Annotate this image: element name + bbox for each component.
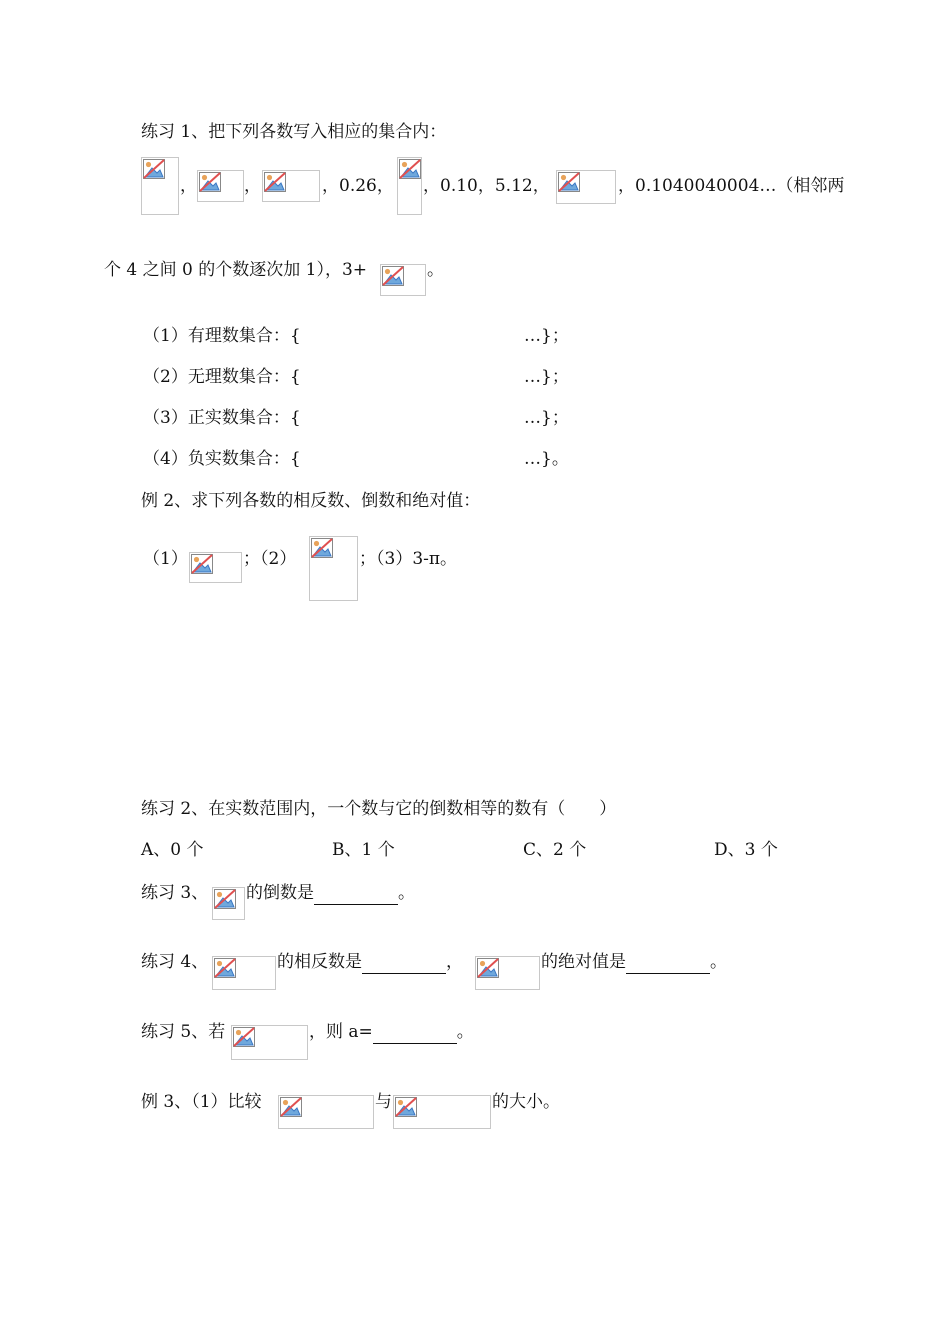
broken-image-icon bbox=[399, 159, 421, 179]
math-image bbox=[197, 170, 244, 202]
continuation-text: 个 4 之间 0 的个数逐次加 1），3+ bbox=[104, 260, 368, 280]
math-image bbox=[231, 1025, 308, 1060]
math-image bbox=[393, 1095, 491, 1129]
math-image bbox=[262, 170, 320, 202]
math-image bbox=[397, 157, 422, 215]
broken-image-icon bbox=[311, 538, 333, 558]
exercise-2-title: 练习 2、在实数范围内，一个数与它的倒数相等的数有（ ） bbox=[141, 799, 617, 819]
math-image bbox=[475, 956, 540, 990]
example-2-title: 例 2、求下列各数的相反数、倒数和绝对值： bbox=[141, 491, 481, 511]
exercise-3-text: 的倒数是 。 bbox=[246, 883, 415, 903]
option-c: C、2 个 bbox=[523, 840, 587, 860]
math-image bbox=[278, 1095, 374, 1129]
broken-image-icon bbox=[382, 266, 404, 286]
broken-image-icon bbox=[395, 1097, 417, 1117]
math-image bbox=[212, 956, 276, 990]
broken-image-icon bbox=[191, 554, 213, 574]
set-label: （3）正实数集合：{ bbox=[143, 408, 301, 428]
math-image bbox=[380, 264, 426, 296]
option-b: B、1 个 bbox=[332, 840, 395, 860]
option-a: A、0 个 bbox=[141, 840, 204, 860]
set-tail: …}。 bbox=[524, 449, 569, 469]
separator: ， bbox=[180, 176, 197, 196]
broken-image-icon bbox=[233, 1027, 255, 1047]
broken-image-icon bbox=[477, 958, 499, 978]
example-3-end: 的大小。 bbox=[492, 1092, 560, 1112]
exercise-5-text: ，则 a= 。 bbox=[309, 1022, 474, 1042]
example-3-prefix: 例 3、（1）比较 bbox=[141, 1092, 262, 1112]
math-image bbox=[556, 170, 616, 204]
broken-image-icon bbox=[264, 172, 286, 192]
exercise-4-text: 的相反数是 ， bbox=[277, 952, 463, 972]
exercise-3-prefix: 练习 3、 bbox=[141, 883, 209, 903]
exercise-4-text-2: 的绝对值是 。 bbox=[541, 952, 727, 972]
math-image bbox=[309, 536, 358, 601]
exercise-1-title: 练习 1、把下列各数写入相应的集合内： bbox=[141, 122, 447, 142]
number-list: ，0.10，5.12， bbox=[423, 176, 550, 196]
math-image bbox=[189, 552, 242, 583]
separator: ， bbox=[244, 176, 261, 196]
answer-blank[interactable] bbox=[626, 955, 710, 974]
compare-word: 与 bbox=[375, 1092, 392, 1112]
number-list: ，0.26， bbox=[322, 176, 394, 196]
period: 。 bbox=[427, 260, 444, 280]
set-tail: …}； bbox=[524, 326, 569, 346]
item-label: ；（3）3-π。 bbox=[359, 549, 458, 569]
math-image bbox=[141, 157, 179, 215]
answer-blank[interactable] bbox=[362, 955, 446, 974]
item-label: ；（2） bbox=[243, 549, 297, 569]
set-label: （4）负实数集合：{ bbox=[143, 449, 301, 469]
broken-image-icon bbox=[214, 958, 236, 978]
math-image bbox=[212, 887, 245, 920]
answer-blank[interactable] bbox=[373, 1025, 457, 1044]
set-label: （1）有理数集合：{ bbox=[143, 326, 301, 346]
broken-image-icon bbox=[558, 172, 580, 192]
option-d: D、3 个 bbox=[714, 840, 778, 860]
exercise-5-prefix: 练习 5、若 bbox=[141, 1022, 226, 1042]
answer-blank[interactable] bbox=[314, 886, 398, 905]
set-tail: …}； bbox=[524, 408, 569, 428]
broken-image-icon bbox=[199, 172, 221, 192]
exercise-4-prefix: 练习 4、 bbox=[141, 952, 209, 972]
set-tail: …}； bbox=[524, 367, 569, 387]
broken-image-icon bbox=[280, 1097, 302, 1117]
broken-image-icon bbox=[214, 889, 236, 909]
broken-image-icon bbox=[143, 159, 165, 179]
set-label: （2）无理数集合：{ bbox=[143, 367, 301, 387]
number-list: ，0.1040040004…（相邻两 bbox=[618, 176, 845, 196]
item-label: （1） bbox=[143, 549, 188, 569]
